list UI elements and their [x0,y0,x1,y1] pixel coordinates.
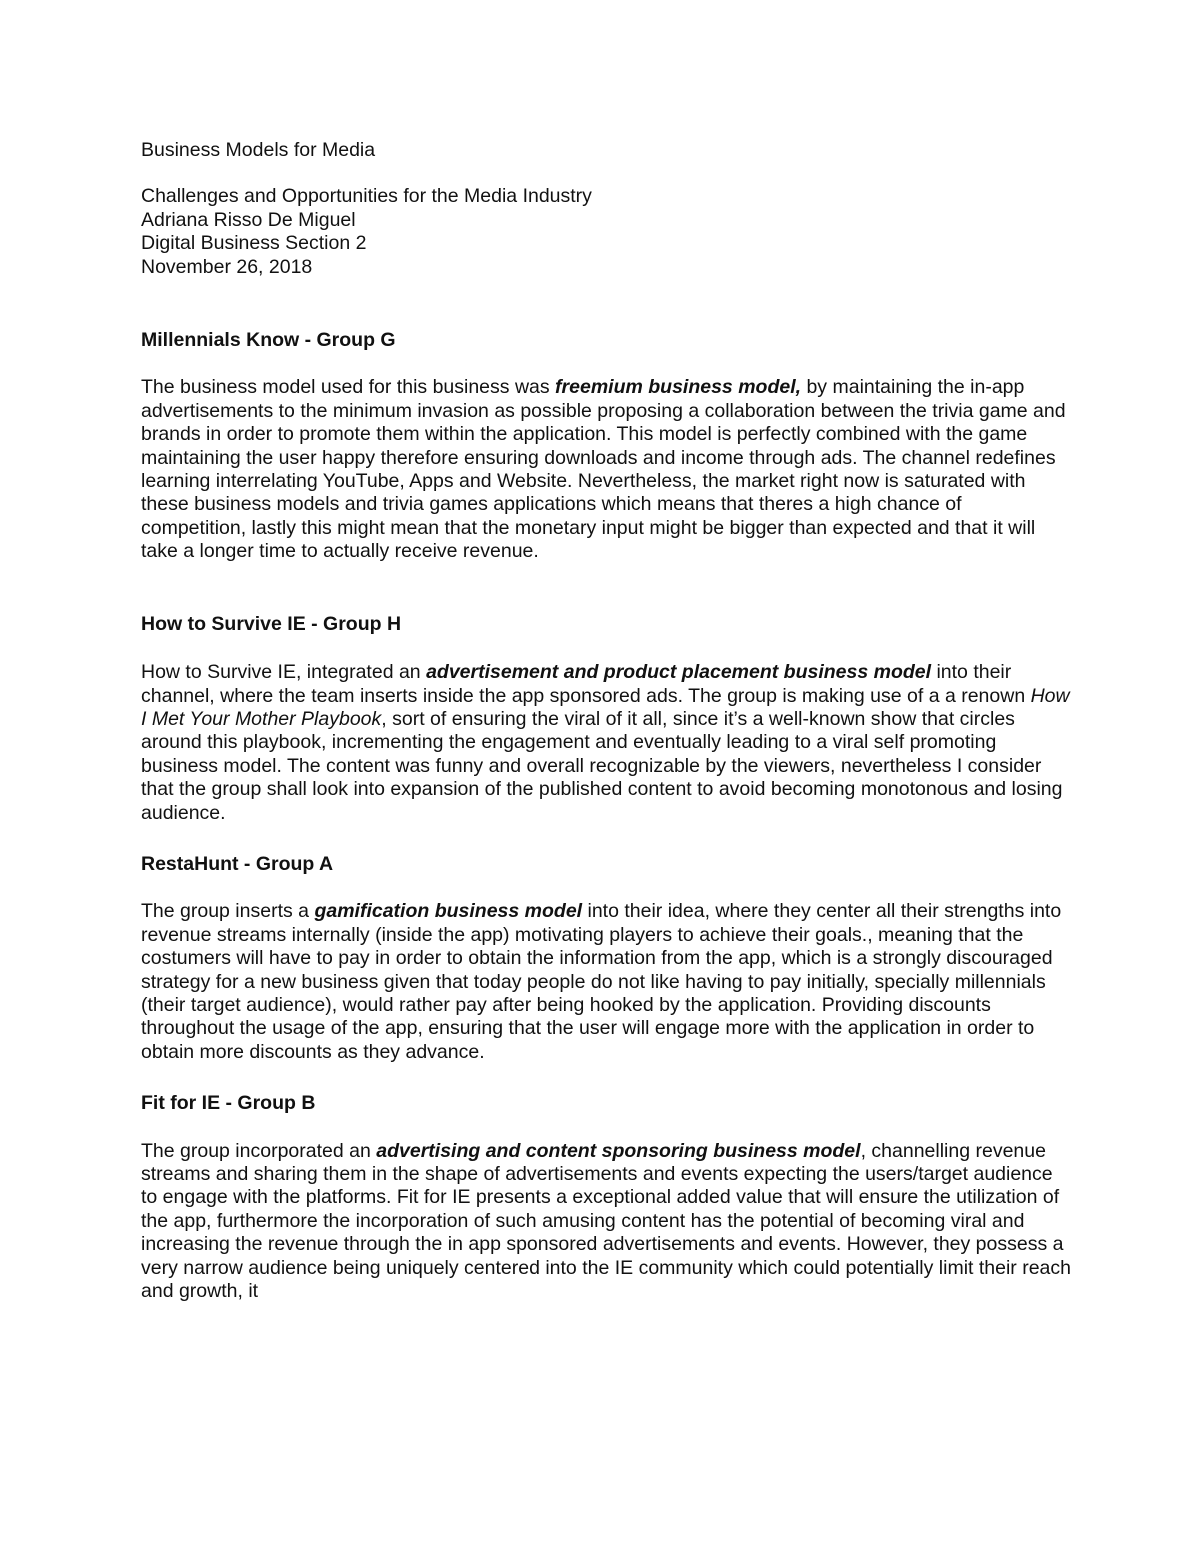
section-paragraph-millennials-know [141,376,1071,563]
document-subtitle: Challenges and Opportunities for the Media Industry [141,185,592,208]
section-heading-how-to-survive-ie: How to Survive IE - Group H [141,612,402,635]
paragraph-text: , channelling revenue streams and sharing them in the shape of advertisements and events expecting the users/target audience to engage with the platforms. Fit for IE presents a exceptional added value that will ensure the utilization of the app, furthermore the incorporation of such amusing content has the potential of becoming viral and increasing the revenue through the in app sponsored advertisements and events. However, they possess a very narrow audience being uniquely centered into the IE community which could potentially limit their reach and growth, it [141,1139,1071,1303]
emphasis-business-model: advertisement and product placement business model [426,661,932,684]
emphasis-business-model: gamification business model [314,900,583,923]
paragraph-text: The group inserts a [141,900,315,923]
document-title-block [141,139,1071,162]
section-paragraph-how-to-survive-ie [141,661,1071,825]
section-heading-restahunt: RestaHunt - Group A [141,852,334,875]
paragraph-text: by maintaining the in-app advertisements to the minimum invasion as possible proposing a collaboration between the trivia game and brands in order to promote them within the application. This model is perfectly combined with the game maintaining the user happy therefore ensuring downloads and income through ads. The channel redefines learning interrelating YouTube, Apps and Website. Nevertheless, the market right now is saturated with these business models and trivia games applications which means that theres a high chance of competition, lastly this might mean that the monetary input might be bigger than expected and that it will take a longer time to actually receive revenue. [141,376,1066,563]
author-name: Adriana Risso De Miguel [141,208,356,231]
paragraph-text: The business model used for this business was [141,376,556,399]
document-body [141,139,1071,1303]
emphasis-playbook-title: How I Met Your Mother Playbook [141,684,1070,730]
section-heading-fit-for-ie: Fit for IE - Group B [141,1092,316,1115]
paragraph-text: , sort of ensuring the viral of it all, since it’s a well-known show that circles around this playbook, incrementing the engagement and eventually leading to a viral self promoting business model. The content was funny and overall recognizable by the viewers, nevertheless I consider that the group shall look into expansion of the published content to avoid becoming monotonous and losing audience. [141,707,1063,824]
paragraph-text: into their channel, where the team inserts inside the app sponsored ads. The group is making use of a a renown [141,661,1031,707]
paragraph-text: into their idea, where they center all their strengths into revenue streams internally (inside the app) motivating players to achieve their goals., meaning that the costumers will have to pay in order to obtain the information from the app, which is a strongly discouraged strategy for a new business given that today people do not like having to pay initially, specially millennials (their target audience), would rather pay after being hooked by the application. Providing discounts throughout the usage of the app, ensuring that the user will engage more with the application in order to obtain more discounts as they advance. [141,900,1062,1063]
document-meta-block [141,185,1071,279]
paragraph-text: The group incorporated an [141,1139,377,1162]
course-name: Digital Business Section 2 [141,232,367,255]
section-paragraph-fit-for-ie [141,1140,1071,1304]
section-heading-millennials-know: Millennials Know - Group G [141,329,396,352]
paragraph-text: How to Survive IE, integrated an [141,661,427,684]
emphasis-business-model: freemium business model, [555,376,802,399]
emphasis-business-model: advertising and content sponsoring business model [376,1139,861,1162]
document-date: November 26, 2018 [141,255,313,278]
document-title: Business Models for Media [141,139,376,161]
section-paragraph-restahunt [141,900,1071,1064]
